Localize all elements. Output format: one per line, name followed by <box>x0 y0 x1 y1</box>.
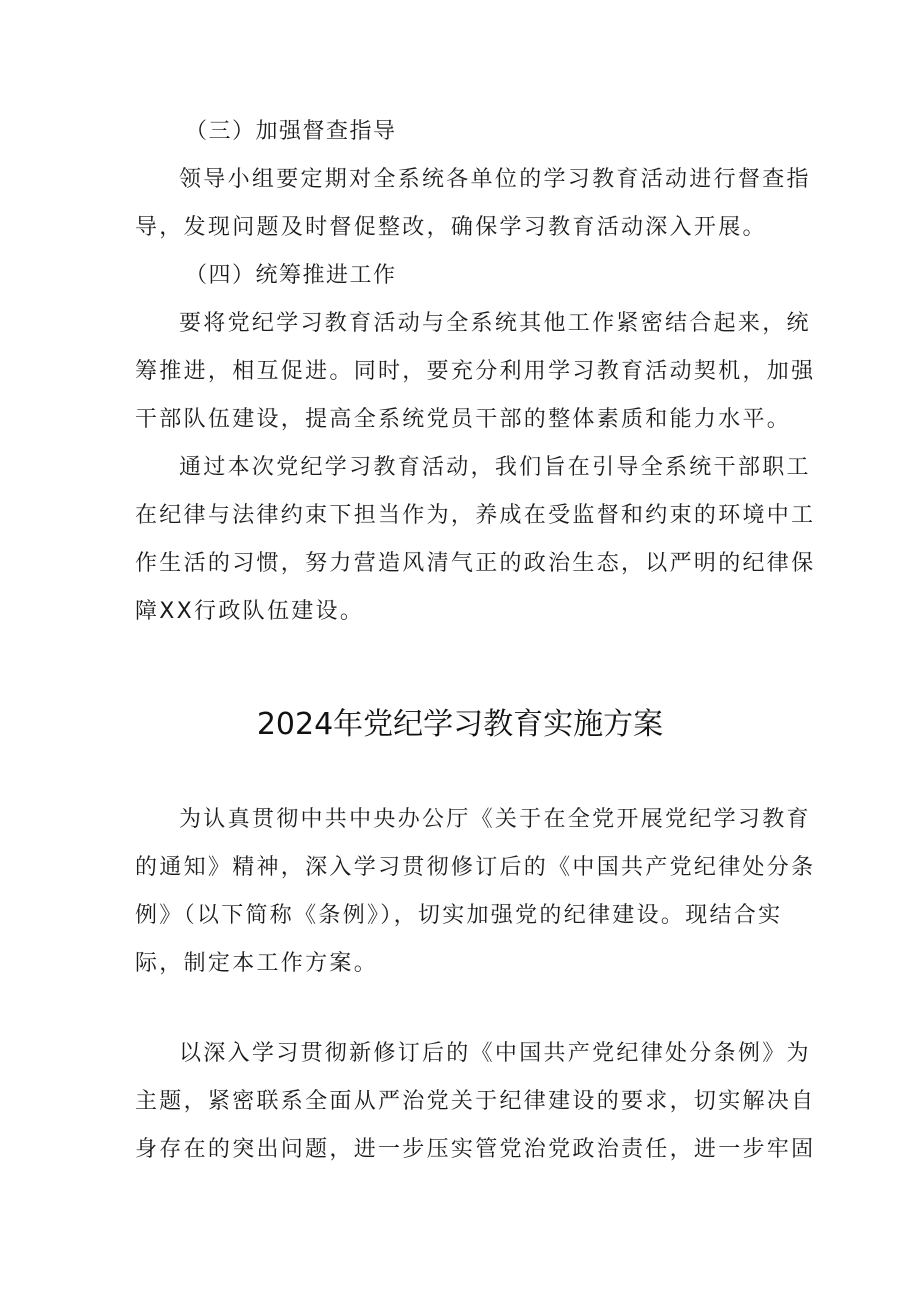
theme-paragraph <box>135 1030 816 1174</box>
section-three-line-1: 领导小组要定期对全系统各单位的学习教育活动进行督查指 <box>179 167 811 192</box>
theme-line-3: 身存在的突出问题，进一步压实管党治党政治责任，进一步牢固 <box>135 1137 816 1162</box>
theme-line-1: 以深入学习贯彻新修订后的《中国共产党纪律处分条例》为 <box>179 1041 811 1066</box>
closing-line-3: 作生活的习惯，努力营造风清气正的政治生态，以严明的纪律保 <box>135 551 816 576</box>
section-three-line-2: 导，发现问题及时督促整改，确保学习教育活动深入开展。 <box>135 215 767 240</box>
section-three-heading: （三）加强督查指导 <box>185 119 397 144</box>
closing-paragraph <box>135 444 816 636</box>
intro-line-3: 例》（以下简称《条例》），切实加强党的纪律建设。现结合实 <box>135 903 783 928</box>
document-title: 2024年党纪学习教育实施方案 <box>256 707 664 742</box>
theme-line-2: 主题，紧密联系全面从严治党关于纪律建设的要求，切实解决自 <box>135 1089 816 1114</box>
section-four <box>135 252 816 444</box>
closing-line-2: 在纪律与法律约束下担当作为，养成在受监督和约束的环境中工 <box>135 503 816 528</box>
closing-line-1: 通过本次党纪学习教育活动，我们旨在引导全系统干部职工 <box>179 455 811 480</box>
section-four-line-2: 筹推进，相互促进。同时，要充分利用学习教育活动契机，加强 <box>135 359 816 384</box>
section-four-line-1: 要将党纪学习教育活动与全系统其他工作紧密结合起来，统 <box>179 311 811 336</box>
intro-line-1: 为认真贯彻中共中央办公厅《关于在全党开展党纪学习教育 <box>179 807 811 832</box>
section-four-line-3: 干部队伍建设，提高全系统党员干部的整体素质和能力水平。 <box>135 407 792 432</box>
section-three <box>135 108 811 252</box>
section-four-heading: （四）统筹推进工作 <box>185 263 397 288</box>
intro-line-2: 的通知》精神，深入学习贯彻修订后的《中国共产党纪律处分条 <box>135 855 816 880</box>
intro-paragraph <box>135 796 816 988</box>
intro-line-4: 际，制定本工作方案。 <box>135 951 379 976</box>
closing-line-4: 障XX行政队伍建设。 <box>135 599 365 624</box>
